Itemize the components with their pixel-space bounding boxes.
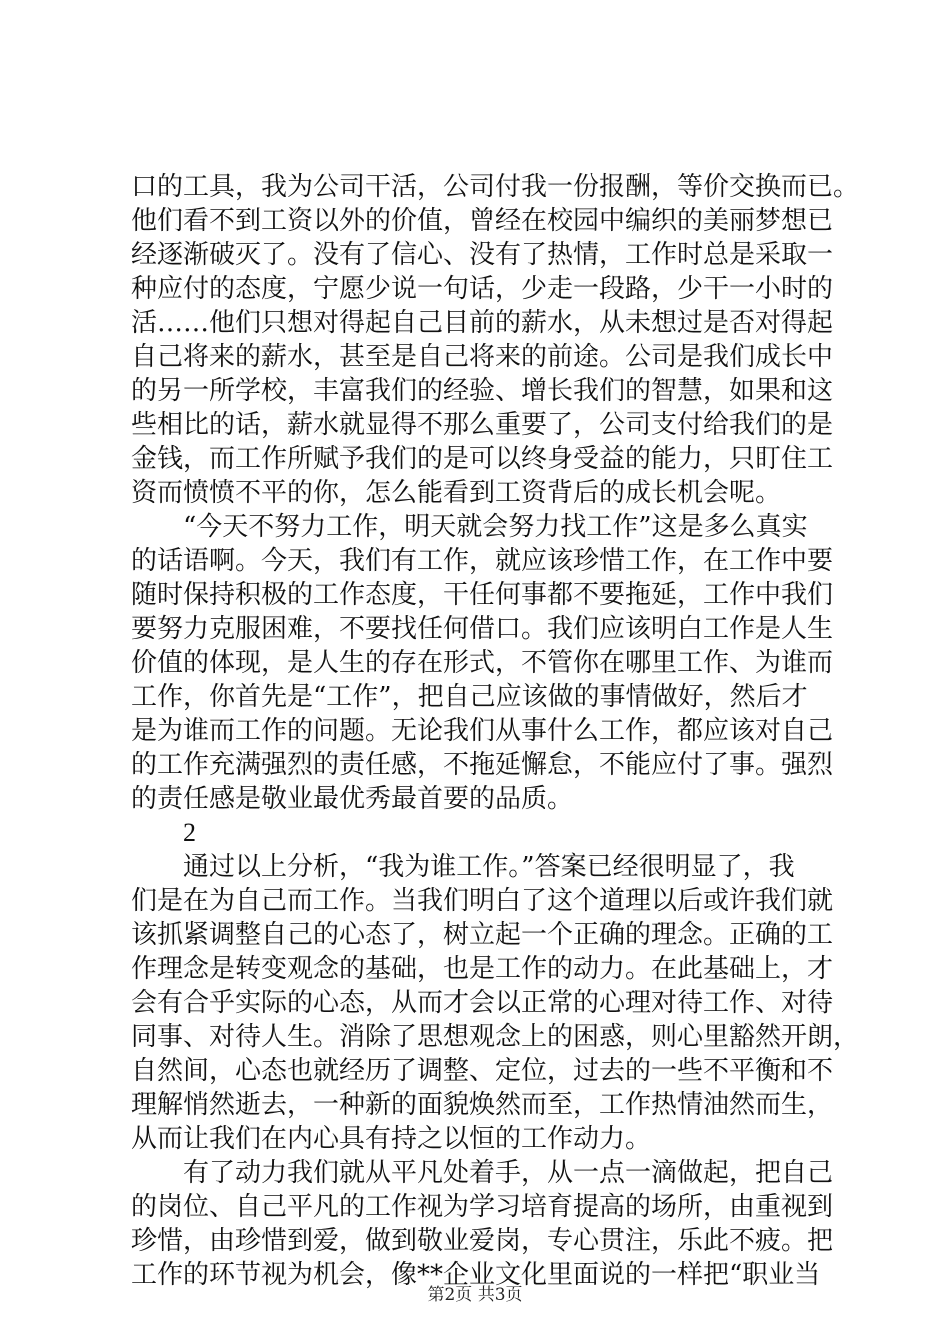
text-line: 的责任感是敬业最优秀最首要的品质。 xyxy=(131,784,574,814)
text-line: 工作的环节视为机会，像**企业文化里面说的一样把“职业当 xyxy=(131,1260,821,1290)
text-line: 工作，你首先是“工作”，把自己应该做的事情做好，然后才 xyxy=(131,682,808,712)
text-line: 种应付的态度，宁愿少说一句话，少走一段路，少干一小时的 xyxy=(131,274,834,304)
text-line: 随时保持积极的工作态度，干任何事都不要拖延，工作中我们 xyxy=(131,580,834,610)
text-line: 作理念是转变观念的基础，也是工作的动力。在此基础上，才 xyxy=(131,954,834,984)
paragraph-start-line: 有了动力我们就从平凡处着手，从一点一滴做起，把自己 xyxy=(183,1158,834,1188)
text-line: 自己将来的薪水，甚至是自己将来的前途。公司是我们成长中 xyxy=(131,342,834,372)
text-line: 他们看不到工资以外的价值，曾经在校园中编织的美丽梦想已 xyxy=(131,206,834,236)
text-line: 从而让我们在内心具有持之以恒的工作动力。 xyxy=(131,1124,652,1154)
text-line: 的另一所学校，丰富我们的经验、增长我们的智慧，如果和这 xyxy=(131,376,834,406)
text-line: 会有合乎实际的心态，从而才会以正常的心理对待工作、对待 xyxy=(131,988,834,1018)
text-line: 资而愤愤不平的你，怎么能看到工资背后的成长机会呢。 xyxy=(131,478,782,508)
text-line: 自然间，心态也就经历了调整、定位，过去的一些不平衡和不 xyxy=(131,1056,834,1086)
section-number: 2 xyxy=(183,818,196,847)
text-line: 经逐渐破灭了。没有了信心、没有了热情，工作时总是采取一 xyxy=(131,240,834,270)
text-line: 口的工具，我为公司干活，公司付我一份报酬，等价交换而已。 xyxy=(131,172,860,202)
text-line: 价值的体现，是人生的存在形式，不管你在哪里工作、为谁而 xyxy=(131,648,834,678)
text-line: 些相比的话，薪水就显得不那么重要了，公司支付给我们的是 xyxy=(131,410,834,440)
text-line: 同事、对待人生。消除了思想观念上的困惑，则心里豁然开朗， xyxy=(131,1022,860,1052)
text-line: 的话语啊。今天，我们有工作，就应该珍惜工作，在工作中要 xyxy=(131,546,834,576)
text-line: 金钱，而工作所赋予我们的是可以终身受益的能力，只盯住工 xyxy=(131,444,834,474)
text-line: 的岗位、自己平凡的工作视为学习培育提高的场所，由重视到 xyxy=(131,1192,834,1222)
text-line: 珍惜，由珍惜到爱，做到敬业爱岗，专心贯注，乐此不疲。把 xyxy=(131,1226,834,1256)
text-line: 活……他们只想对得起自己目前的薪水，从未想过是否对得起 xyxy=(131,308,834,338)
text-line: 要努力克服困难，不要找任何借口。我们应该明白工作是人生 xyxy=(131,614,834,644)
page-number-footer: 第2页 共3页 xyxy=(427,1285,523,1305)
text-line: 的工作充满强烈的责任感，不拖延懈怠，不能应付了事。强烈 xyxy=(131,750,834,780)
text-line: 们是在为自己而工作。当我们明白了这个道理以后或许我们就 xyxy=(131,886,834,916)
paragraph-start-line: 通过以上分析，“我为谁工作。”答案已经很明显了，我 xyxy=(183,852,795,882)
text-line: 该抓紧调整自己的心态了，树立起一个正确的理念。正确的工 xyxy=(131,920,834,950)
document-body xyxy=(131,170,860,1292)
paragraph-start-line: “今天不努力工作，明天就会努力找工作”这是多么真实 xyxy=(183,512,808,542)
text-line: 是为谁而工作的问题。无论我们从事什么工作，都应该对自己 xyxy=(131,716,834,746)
text-line: 理解悄然逝去，一种新的面貌焕然而至，工作热情油然而生， xyxy=(131,1090,834,1120)
